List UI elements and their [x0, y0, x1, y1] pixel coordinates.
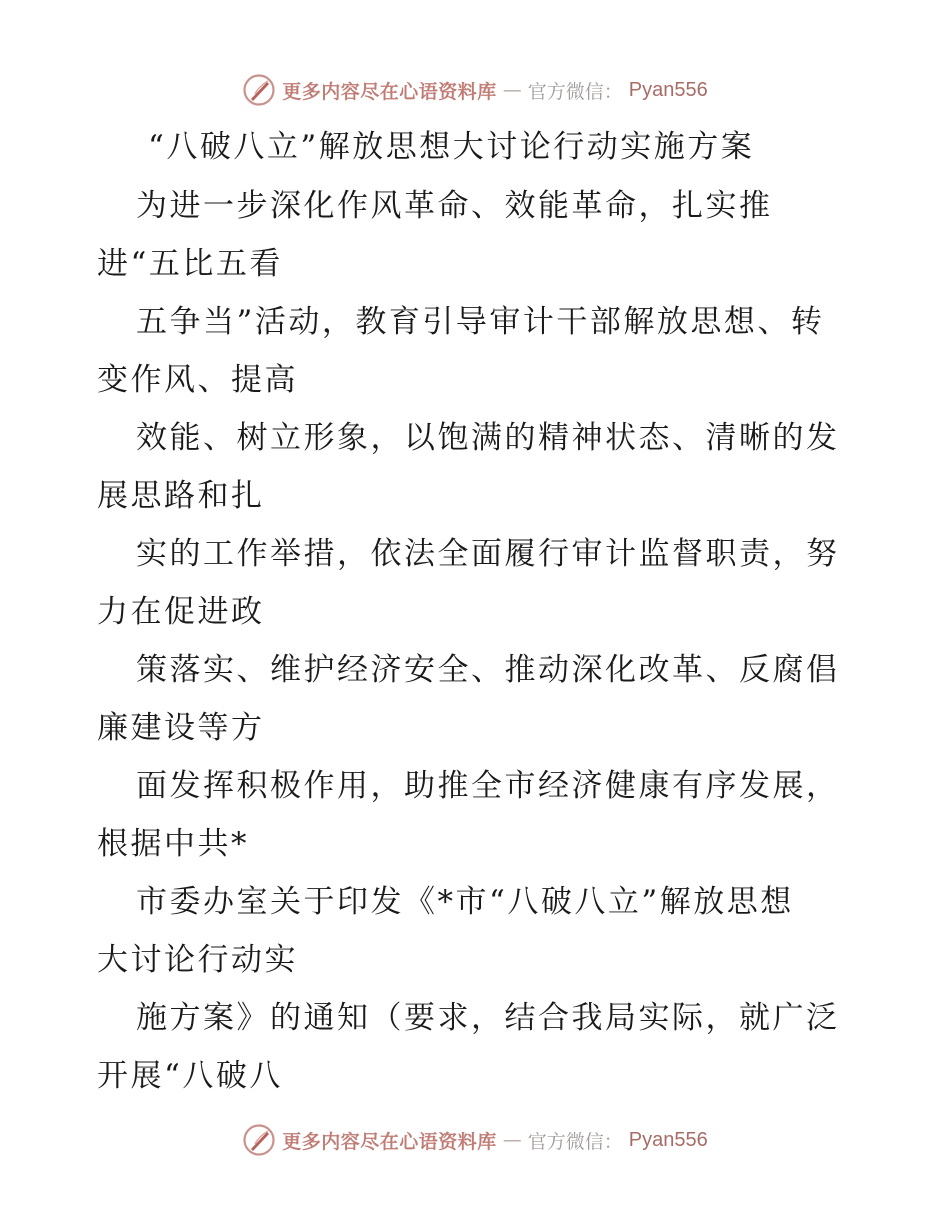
body-line-9: 策落实、维护经济安全、推动深化改革、反腐倡	[136, 652, 840, 688]
watermark-wechat-label: 官方微信：	[527, 1130, 623, 1153]
document-title: “八破八立”解放思想大讨论行动实施方案	[148, 129, 755, 165]
body-line-2: 进“五比五看	[97, 246, 283, 282]
watermark-site-text: 更多内容尽在心语资料库	[282, 80, 497, 103]
body-line-8: 力在促进政	[97, 594, 265, 630]
watermark-wechat-id: Pyan556	[628, 78, 708, 101]
body-line-15: 施方案》的通知（要求，结合我局实际，就广泛	[136, 1000, 840, 1036]
body-line-3: 五争当”活动，教育引导审计干部解放思想、转	[136, 304, 825, 340]
body-line-10: 廉建设等方	[97, 710, 265, 746]
body-line-12: 根据中共*	[97, 826, 249, 862]
watermark-site-text: 更多内容尽在心语资料库	[282, 1130, 497, 1153]
body-line-13: 市委办室关于印发《*市“八破八立”解放思想	[136, 884, 794, 920]
watermark-wechat-id: Pyan556	[628, 1128, 708, 1151]
body-line-1: 为进一步深化作风革命、效能革命，扎实推	[136, 188, 773, 224]
body-line-7: 实的工作举措，依法全面履行审计监督职责，努	[136, 536, 840, 572]
body-line-5: 效能、树立形象，以饱满的精神状态、清晰的发	[136, 420, 840, 456]
body-line-16: 开展“八破八	[97, 1058, 283, 1094]
body-line-11: 面发挥积极作用，助推全市经济健康有序发展，	[136, 768, 840, 804]
watermark-dash: —	[502, 79, 522, 101]
body-line-14: 大讨论行动实	[97, 942, 298, 978]
quill-pen-logo-icon	[242, 1123, 276, 1157]
body-line-6: 展思路和扎	[97, 478, 265, 514]
watermark-dash: —	[502, 1129, 522, 1151]
watermark-wechat-label: 官方微信：	[527, 80, 623, 103]
footer-watermark	[0, 1120, 950, 1160]
body-line-4: 变作风、提高	[97, 362, 298, 398]
quill-pen-logo-icon	[242, 73, 276, 107]
header-watermark	[0, 70, 950, 110]
